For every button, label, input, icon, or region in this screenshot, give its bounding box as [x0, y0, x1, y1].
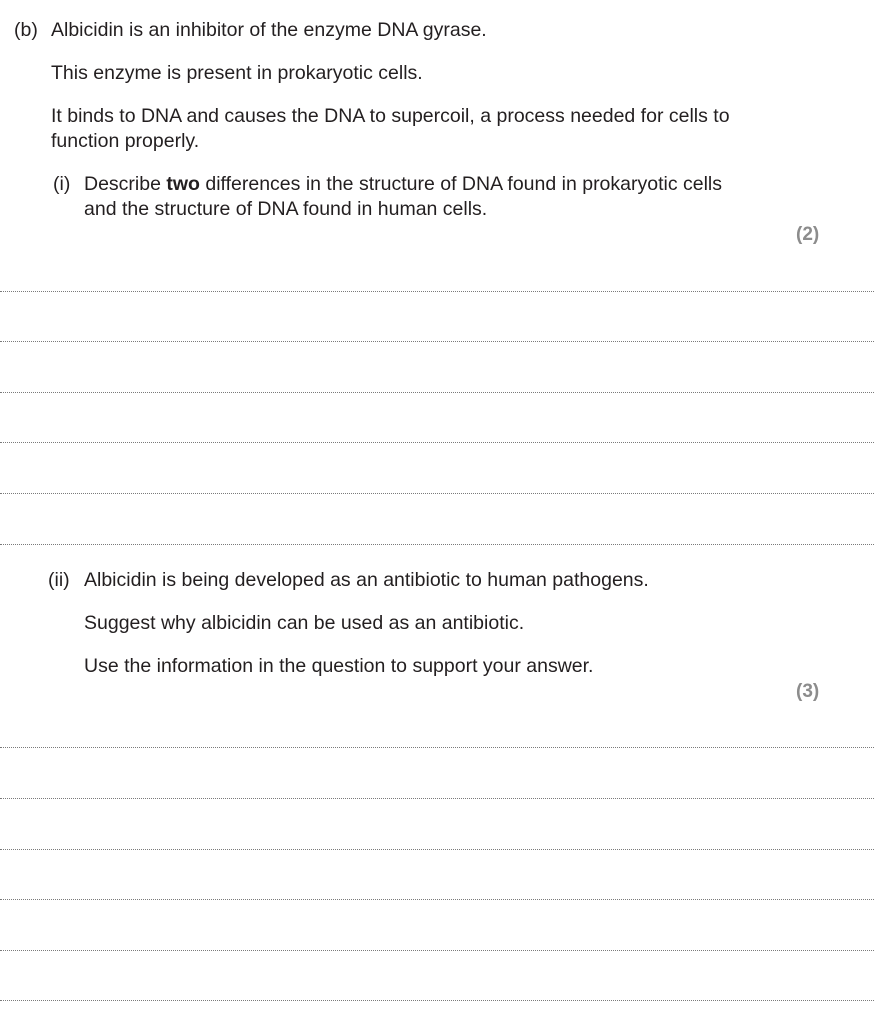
answer-line-ii-6[interactable]	[0, 1000, 874, 1001]
answer-line-i-2[interactable]	[0, 341, 874, 342]
question-ii-line-2: Suggest why albicidin can be used as an antibiotic.	[84, 612, 525, 634]
question-i-line-1	[84, 172, 722, 197]
question-ii-line-1: Albicidin is being developed as an antibiotic to human pathogens.	[84, 569, 649, 591]
answer-line-ii-1[interactable]	[0, 747, 874, 748]
answer-line-ii-2[interactable]	[0, 798, 874, 799]
question-i-emphasis: two	[166, 173, 200, 195]
answer-line-i-1[interactable]	[0, 291, 874, 292]
answer-line-ii-5[interactable]	[0, 950, 874, 951]
question-i-line-2: and the structure of DNA found in human cells.	[84, 198, 488, 220]
question-i-line-1-end: differences in the structure of DNA found in prokaryotic cells	[199, 173, 723, 195]
part-b-paragraph-2-line-1: It binds to DNA and causes the DNA to supercoil, a process needed for cells to	[51, 105, 730, 127]
part-b-intro: Albicidin is an inhibitor of the enzyme DNA gyrase.	[51, 19, 487, 41]
question-ii-label: (ii)	[48, 569, 70, 591]
question-i-line-1-start: Describe	[84, 173, 167, 195]
question-i-marks: (2)	[796, 224, 820, 245]
answer-line-i-5[interactable]	[0, 493, 874, 494]
answer-line-ii-4[interactable]	[0, 899, 874, 900]
question-ii-line-3: Use the information in the question to support your answer.	[84, 655, 594, 677]
part-b-paragraph-2-line-2: function properly.	[51, 130, 200, 152]
question-i-label: (i)	[53, 173, 71, 195]
answer-line-i-3[interactable]	[0, 392, 874, 393]
part-b-label: (b)	[14, 19, 38, 41]
answer-line-ii-3[interactable]	[0, 849, 874, 850]
part-b-paragraph-1: This enzyme is present in prokaryotic cells.	[51, 62, 423, 84]
answer-line-i-4[interactable]	[0, 442, 874, 443]
answer-line-i-6[interactable]	[0, 544, 874, 545]
question-ii-marks: (3)	[796, 681, 820, 702]
